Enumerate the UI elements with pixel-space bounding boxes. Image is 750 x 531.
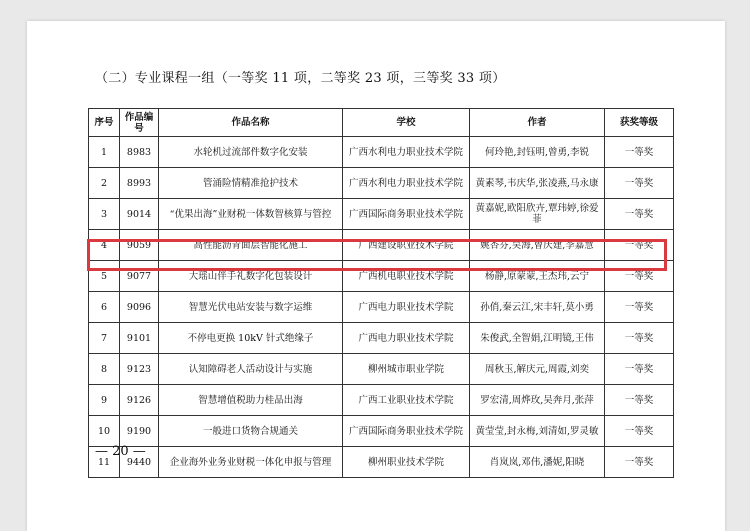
row-authors: 姚杏芬,吴海,曾庆建,李嘉慧 [470,230,605,261]
row-authors: 周秋玉,解庆元,周霞,刘奕 [470,354,605,385]
row-award: 一等奖 [605,168,674,199]
row-no: 7 [89,323,120,354]
row-no: 11 [89,447,120,478]
column-header-authors: 作者 [470,109,605,137]
row-authors: 黄嘉妮,欧阳欣卉,覃玮婷,徐爱菲 [470,199,605,230]
row-code: 8993 [120,168,159,199]
row-authors: 黄莹莹,封永梅,刘清如,罗灵敏 [470,416,605,447]
row-code: 9059 [120,230,159,261]
row-code: 9123 [120,354,159,385]
row-title: 智慧增值税助力桂品出海 [159,385,343,416]
row-code: 9440 [120,447,159,478]
row-authors: 罗宏清,周烨玫,吴奔月,张萍 [470,385,605,416]
row-authors: 肖岚岚,邓伟,潘妮,阳晓 [470,447,605,478]
row-award: 一等奖 [605,323,674,354]
column-header-code: 作品编号 [120,109,159,137]
page-number: — 20 — [95,444,146,459]
table-row [89,137,674,168]
row-authors: 杨静,原蒙蒙,王杰玮,云宁 [470,261,605,292]
awards-table [88,108,674,478]
row-award: 一等奖 [605,230,674,261]
row-title: 企业海外业务业财税一体化申报与管理 [159,447,343,478]
row-title: 水轮机过流部件数字化安装 [159,137,343,168]
column-header-award: 获奖等级 [605,109,674,137]
row-title: 认知障碍老人活动设计与实施 [159,354,343,385]
row-code: 9101 [120,323,159,354]
row-award: 一等奖 [605,261,674,292]
row-title: 一般进口货物合规通关 [159,416,343,447]
row-award: 一等奖 [605,199,674,230]
row-authors: 何玲艳,封钰明,曾勇,李锐 [470,137,605,168]
table-row [89,354,674,385]
table-row [89,199,674,230]
row-school: 广西国际商务职业技术学院 [343,416,470,447]
row-no: 3 [89,199,120,230]
row-school: 广西国际商务职业技术学院 [343,199,470,230]
table-row [89,292,674,323]
section-heading: （二）专业课程一组（一等奖 11 项，二等奖 23 项，三等奖 33 项） [95,71,506,86]
row-code: 9014 [120,199,159,230]
table-row [89,168,674,199]
row-school: 广西机电职业技术学院 [343,261,470,292]
row-no: 2 [89,168,120,199]
table-row [89,416,674,447]
row-award: 一等奖 [605,385,674,416]
row-title: 智慧光伏电站安装与数字运维 [159,292,343,323]
row-no: 10 [89,416,120,447]
row-authors: 孙俏,秦云江,宋丰轩,莫小勇 [470,292,605,323]
row-school: 广西工业职业技术学院 [343,385,470,416]
highlight-box [87,239,667,271]
row-title: 不停电更换 10kV 针式绝缘子 [159,323,343,354]
row-no: 6 [89,292,120,323]
row-code: 8983 [120,137,159,168]
row-award: 一等奖 [605,354,674,385]
table-row [89,323,674,354]
table-header-row [89,109,674,137]
row-school: 广西电力职业技术学院 [343,323,470,354]
row-school: 广西电力职业技术学院 [343,292,470,323]
row-no: 1 [89,137,120,168]
table-row [89,447,674,478]
row-title: “优果出海”业财税一体数智核算与管控 [159,199,343,230]
row-code: 9190 [120,416,159,447]
row-code: 9126 [120,385,159,416]
row-school: 柳州城市职业学院 [343,354,470,385]
row-authors: 朱俊武,全智娟,江明镜,王伟 [470,323,605,354]
table-row [89,385,674,416]
row-no: 9 [89,385,120,416]
row-award: 一等奖 [605,292,674,323]
row-award: 一等奖 [605,416,674,447]
row-school: 广西水利电力职业技术学院 [343,168,470,199]
row-title: 管涌险情精准抢护技术 [159,168,343,199]
row-code: 9096 [120,292,159,323]
column-header-school: 学校 [343,109,470,137]
row-authors: 黄素琴,韦庆华,张凌燕,马永康 [470,168,605,199]
row-award: 一等奖 [605,137,674,168]
row-title: 大瑶山伴手礼数字化包装设计 [159,261,343,292]
column-header-title: 作品名称 [159,109,343,137]
row-no: 5 [89,261,120,292]
row-school: 柳州职业技术学院 [343,447,470,478]
row-award: 一等奖 [605,447,674,478]
row-no: 8 [89,354,120,385]
row-title: 高性能沥青面层智能化施工 [159,230,343,261]
row-no: 4 [89,230,120,261]
row-school: 广西水利电力职业技术学院 [343,137,470,168]
column-header-no: 序号 [89,109,120,137]
row-school: 广西建设职业技术学院 [343,230,470,261]
row-code: 9077 [120,261,159,292]
